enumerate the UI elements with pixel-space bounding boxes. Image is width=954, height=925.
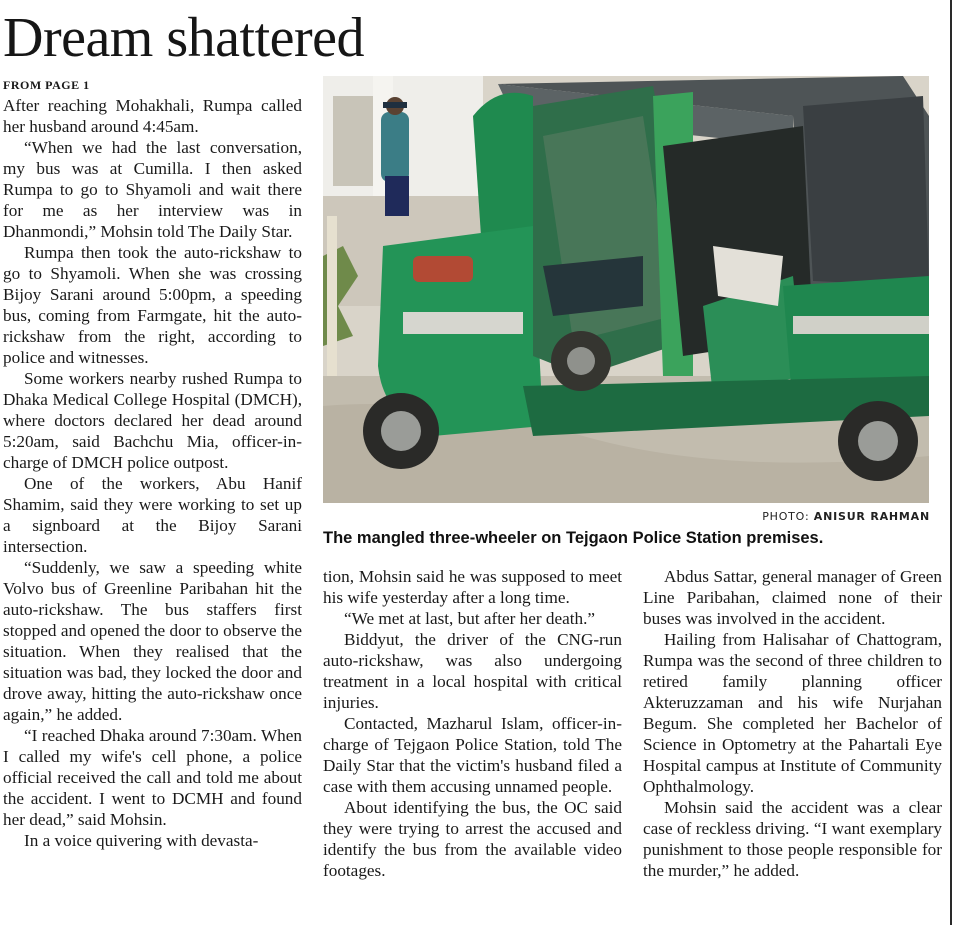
photo-credit-prefix: PHOTO: bbox=[762, 510, 814, 523]
paragraph: Contacted, Mazharul Islam, officer-in-charge of Tejgaon Police Station, told The Daily Star that the victim's husband filed a case with them accusing unnamed people. bbox=[323, 714, 622, 796]
news-photo bbox=[323, 76, 929, 503]
paragraph: “I reached Dhaka around 7:30am. When I called my wife's cell phone, a police official received the call and told me about the accident. I went to DCMH and found her dead,” said Mohsin. bbox=[3, 726, 302, 829]
paragraph: tion, Mohsin said he was supposed to meet his wife yesterday after a long time. bbox=[323, 567, 622, 607]
from-page-label: FROM PAGE 1 bbox=[3, 78, 90, 92]
paragraph: Rumpa then took the auto-rickshaw to go to Shyamoli. When she was crossing Bijoy Sarani around 5:00pm, a speeding bus, coming from Farmgate, hit the auto-rickshaw from the right, according to police and witnesses. bbox=[3, 243, 302, 367]
paragraph: “Suddenly, we saw a speeding white Volvo bus of Greenline Paribahan hit the auto-rickshaw. The bus staffers first stopped and opened the door to observe the situation. When they realised that the situation was bad, they locked the door and drove away, hitting the auto-rickshaw once again,” he added. bbox=[3, 558, 302, 724]
headline: Dream shattered bbox=[3, 7, 364, 69]
paragraph: One of the workers, Abu Hanif Shamim, said they were working to set up a signboard at the Bijoy Sarani intersection. bbox=[3, 474, 302, 556]
paragraph: Hailing from Halisahar of Chattogram, Rumpa was the second of three children to retired family planning officer Akteruzzaman and his wife Nurjahan Begum. She completed her Bachelor of Science in Optometry at the Pahartali Eye Hospital campus at Institute of Community Ophthalmology. bbox=[643, 630, 942, 796]
paragraph: In a voice quivering with devasta- bbox=[24, 831, 259, 850]
paragraph: Biddyut, the driver of the CNG-run auto-rickshaw, was also undergoing treatment in a local hospital with critical injuries. bbox=[323, 630, 622, 712]
paragraph: After reaching Mohakhali, Rumpa called her husband around 4:45am. bbox=[3, 96, 302, 136]
paragraph: About identifying the bus, the OC said they were trying to arrest the accused and identify the bus from the available video footages. bbox=[323, 798, 622, 880]
paragraph: “We met at last, but after her death.” bbox=[344, 609, 596, 628]
paragraph: Abdus Sattar, general manager of Green Line Paribahan, claimed none of their buses was involved in the accident. bbox=[643, 567, 942, 628]
article-column-3 bbox=[643, 566, 942, 881]
paragraph: Mohsin said the accident was a clear case of reckless driving. “I want exemplary punishment to those people responsible for the murder,” he added. bbox=[643, 798, 942, 880]
photo-credit bbox=[762, 510, 930, 523]
paragraph: Some workers nearby rushed Rumpa to Dhaka Medical College Hospital (DMCH), where doctors declared her dead around 5:20am, said Bachchu Mia, officer-in-charge of DMCH police outpost. bbox=[3, 369, 302, 472]
photo-caption: The mangled three-wheeler on Tejgaon Police Station premises. bbox=[323, 529, 824, 547]
article-column-1 bbox=[3, 78, 302, 851]
paragraph: “When we had the last conversation, my bus was at Cumilla. I then asked Rumpa to go to Shyamoli and wait there for me as her interview was in Dhanmondi,” Mohsin told The Daily Star. bbox=[3, 138, 302, 241]
photo-credit-name: ANISUR RAHMAN bbox=[813, 510, 930, 523]
column-rule bbox=[950, 0, 952, 925]
article-column-2 bbox=[323, 566, 622, 881]
